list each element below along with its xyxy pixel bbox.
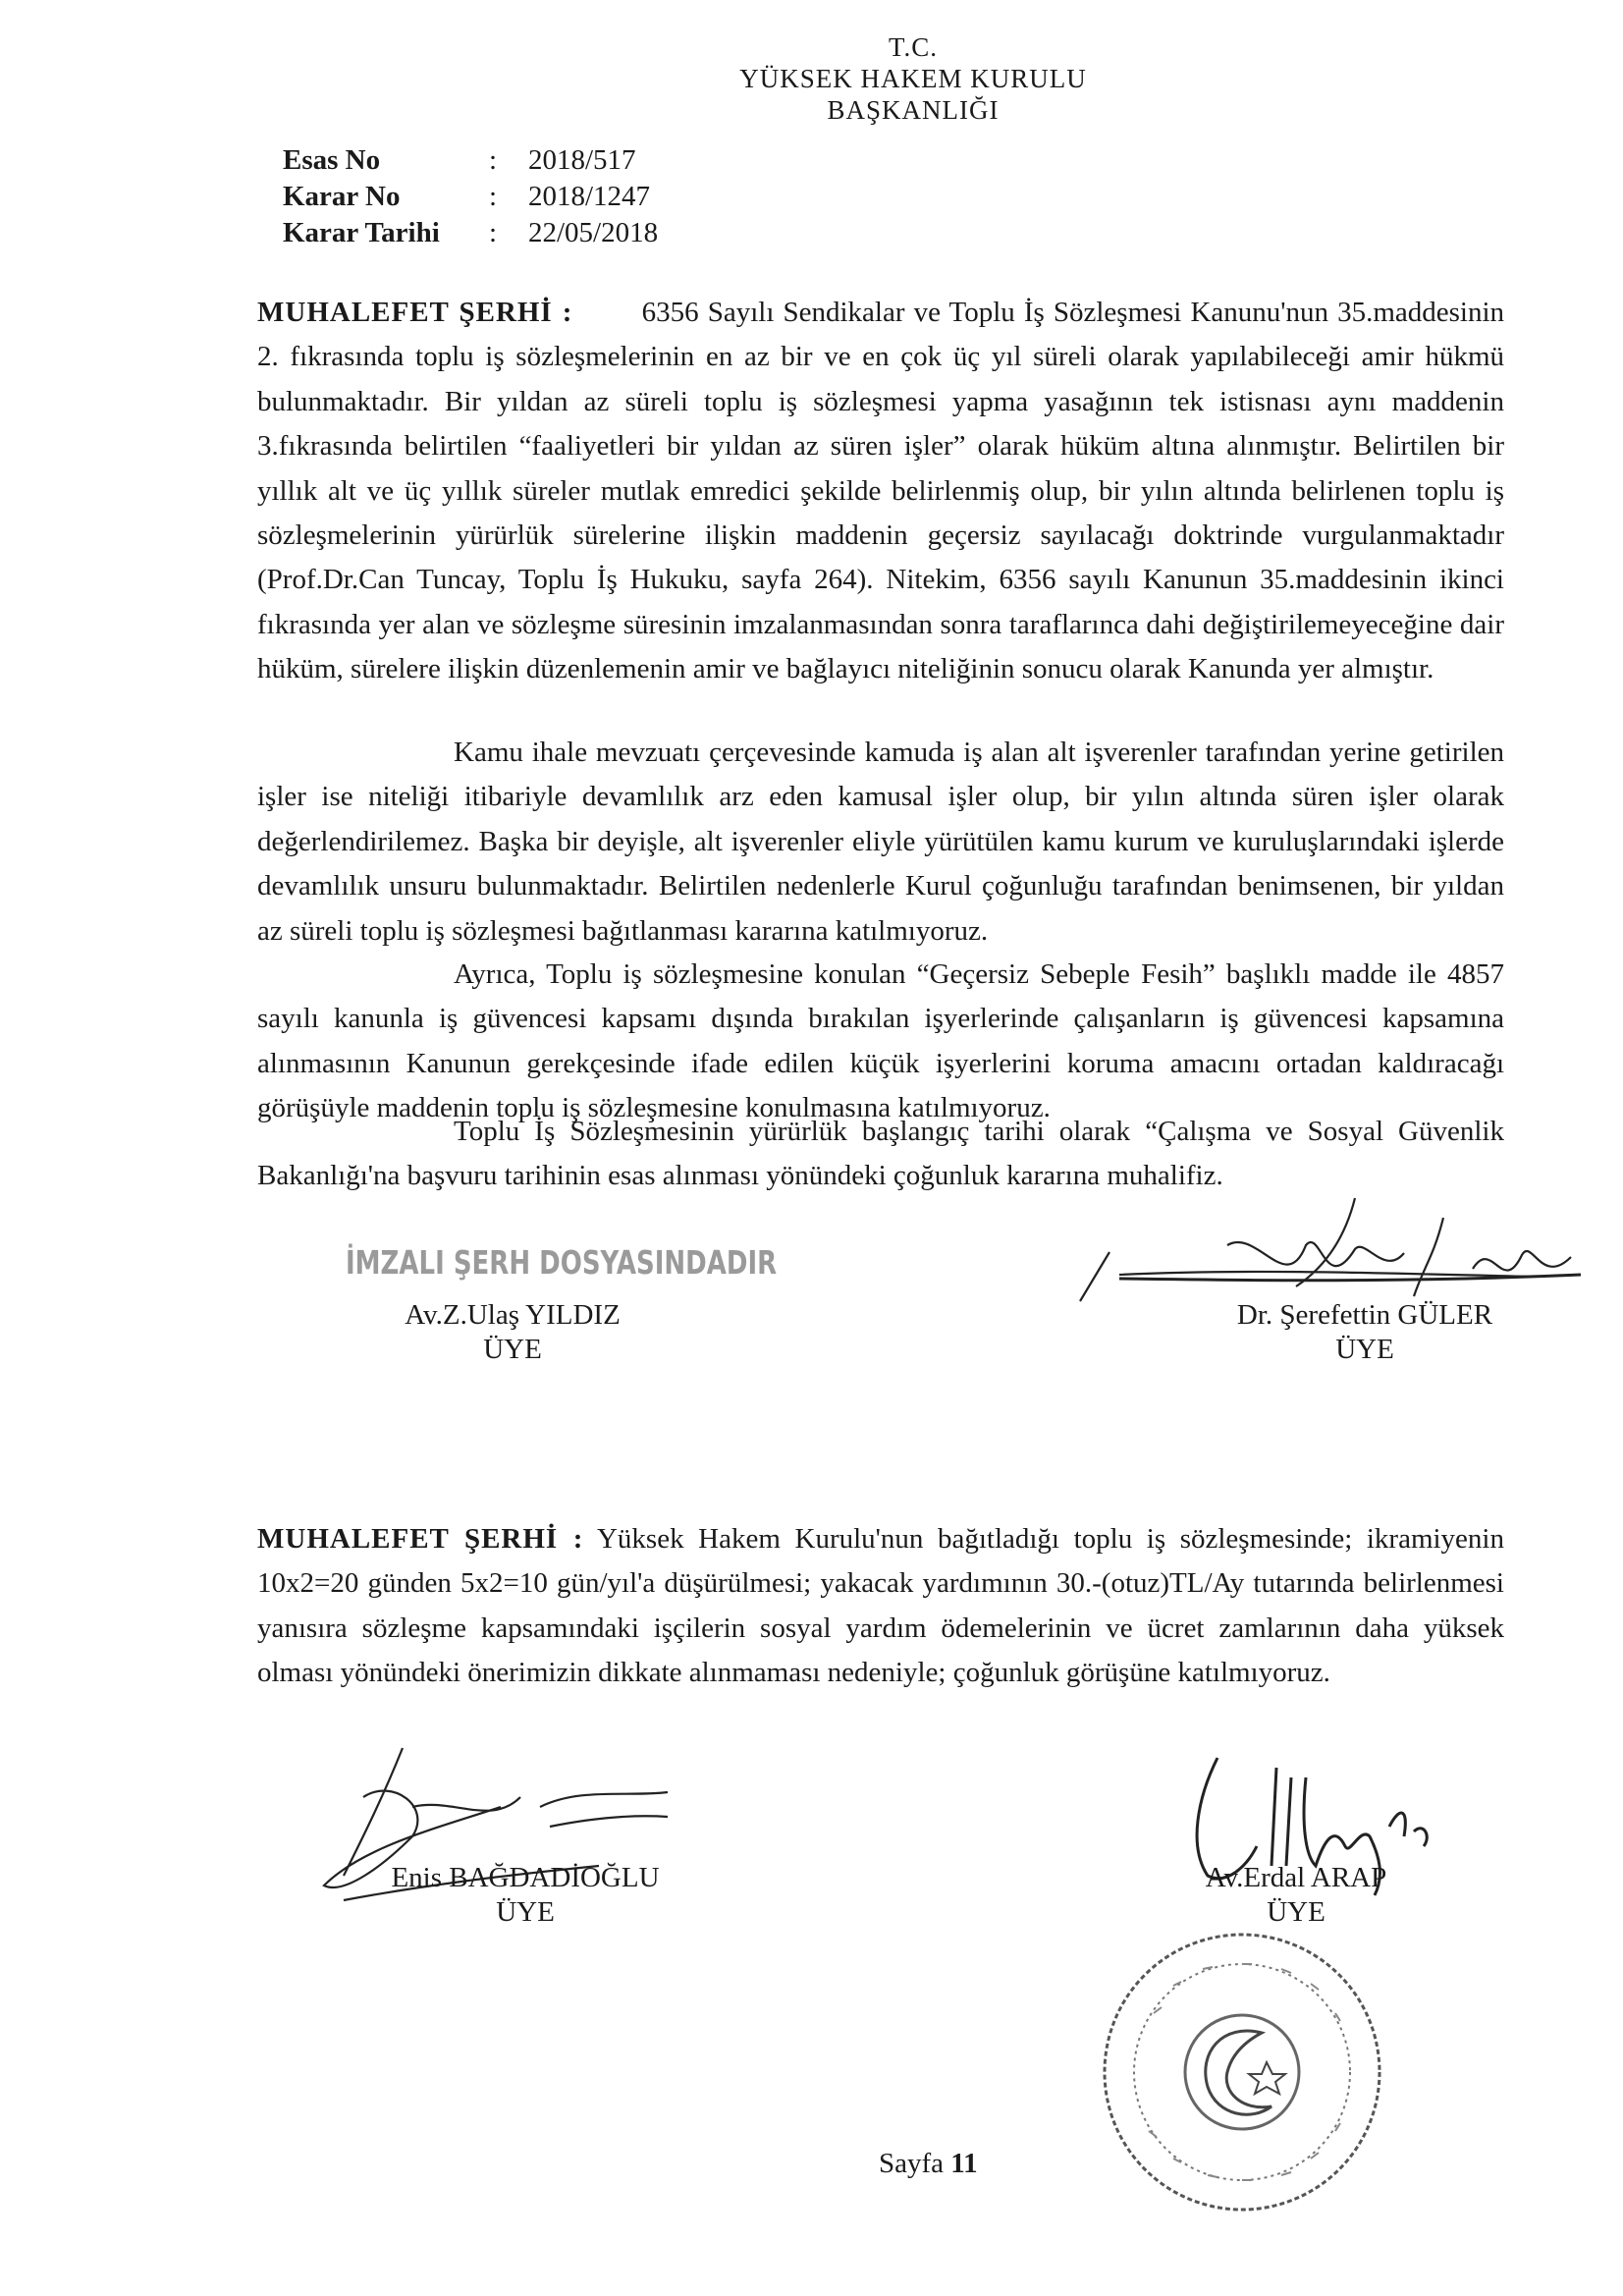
karar-value: 2018/1247 xyxy=(528,181,651,212)
institution-header xyxy=(589,31,1237,126)
signatory-bagdadioglu-role: ÜYE xyxy=(496,1896,555,1928)
esas-row xyxy=(283,142,658,179)
dissent1-heading: MUHALEFET ŞERHİ : xyxy=(257,297,573,328)
signatory-bagdadioglu xyxy=(363,1861,687,1930)
signed-copy-stamp: İMZALI ŞERH DOSYASINDADIR xyxy=(346,1245,778,1283)
official-seal-icon xyxy=(1095,1925,1389,2219)
signatory-arap-role: ÜYE xyxy=(1267,1896,1325,1928)
signatory-guler-name: Dr. Şerefettin GÜLER xyxy=(1236,1299,1493,1331)
header-line-tc: T.C. xyxy=(889,32,938,62)
karar-colon: : xyxy=(489,181,498,212)
dissent1-text4: Toplu İş Sözleşmesinin yürürlük başlangıç tarihi olarak “Çalışma ve Sosyal Güvenlik Bakanlığı'na başvuru tarihinin esas alınması yönündeki çoğunluk kararına muhalifiz. xyxy=(257,1116,1504,1192)
page-label: Sayfa xyxy=(879,2148,945,2179)
dissent1-paragraph1 xyxy=(257,291,1504,692)
header-line-institution: YÜKSEK HAKEM KURULU xyxy=(739,64,1087,93)
signatory-bagdadioglu-name: Enis BAĞDADİOĞLU xyxy=(391,1862,660,1893)
signatory-guler xyxy=(1198,1298,1532,1367)
case-meta xyxy=(283,142,658,251)
esas-colon: : xyxy=(489,144,498,176)
page-number: 11 xyxy=(950,2148,978,2179)
signatory-yildiz-name: Av.Z.Ulaş YILDIZ xyxy=(405,1299,621,1331)
dissent2-heading: MUHALEFET ŞERHİ : xyxy=(257,1523,584,1555)
dissent1-text1: 6356 Sayılı Sendikalar ve Toplu İş Sözleşmesi Kanunu'nun 35.maddesinin 2. fıkrasında toplu iş sözleşmelerinin en az bir ve en çok üç yıl süreli olarak yapılabileceği amir hükmü bulunmaktadır. Bir yıldan az süreli toplu iş sözleşmesi yapma yasağının tek istisnası aynı maddenin 3.fıkrasında belirtilen “faaliyetleri bir yıldan az süren işler” olarak hüküm altına alınmıştır. Belirtilen bir yıllık alt ve üç yıllık süreler mutlak emredici şekilde belirlenmiş olup, bir yılın altında belirlenen toplu iş sözleşmelerinin yürürlük sürelerine ilişkin maddenin geçersiz sayılacağı doktrinde vurgulanmaktadır (Prof.Dr.Can Tuncay, Toplu İş Hukuku, sayfa 264). Nitekim, 6356 sayılı Kanunun 35.maddesinin ikinci fıkrasında yer alan ve sözleşme süresinin imzalanmasından sonra taraflarınca dahi değiştirilemeyeceğine dair hüküm, sürelere ilişkin düzenlemenin amir ve bağlayıcı niteliğinin sonucu olarak Kanunda yer almıştır. xyxy=(257,297,1505,685)
page-footer xyxy=(879,2148,978,2180)
dissent1-paragraph3: Ayrıca, Toplu iş sözleşmesine konulan “Geçersiz Sebeple Fesih” başlıklı madde ile 4857 sayılı kanunla iş güvencesi kapsamı dışında bırakılan işyerlerinde çalışanların iş güvencesi kapsamına alınmasının Kanunun gerekçesinde ifade edilen küçük işyerlerini koruma amacını ortadan kaldıracağı görüşüyle maddenin toplu iş sözleşmesine konulmasına katılmıyoruz. xyxy=(257,958,1504,1124)
dissent2-paragraph xyxy=(257,1517,1504,1696)
signatory-arap xyxy=(1168,1861,1424,1930)
dissent2-text: Yüksek Hakem Kurulu'nun bağıtladığı toplu iş sözleşmesinde; ikramiyenin 10x2=20 günden 5x2=10 gün/yıl'a düşürülmesi; yakacak yardımının 30.-(otuz)TL/Ay tutarında belirlenmesi yanısıra sözleşme kapsamındaki işçilerin sosyal yardım ödemelerinin ve ücret zamlarının daha yüksek olması yönündeki önerimizin dikkate alınmaması nedeniyle; çoğunluk görüşüne katılmıyoruz. xyxy=(257,1523,1504,1689)
esas-value: 2018/517 xyxy=(528,144,636,176)
karar-label: Karar No xyxy=(283,181,401,212)
signatory-guler-role: ÜYE xyxy=(1335,1334,1394,1365)
signatory-yildiz-role: ÜYE xyxy=(483,1334,542,1365)
header-line-presidency: BAŞKANLIĞI xyxy=(827,95,1000,125)
dissent1-paragraph2: Kamu ihale mevzuatı çerçevesinde kamuda iş alan alt işverenler tarafından yerine getirilen işler ise niteliği itibariyle devamlılık arz eden kamusal işler olup, bir yılın altında süren işler olarak değerlendirilemez. Başka bir deyişle, alt işverenler eliyle yürütülen kamu kurum ve kuruluşlarındaki işlerde devamlılık unsuru bulunmaktadır. Belirtilen nedenlerle Kurul çoğunluğu tarafından benimsenen, bir yıldan az süreli toplu iş sözleşmesi bağıtlanması kararına katılmıyoruz. xyxy=(257,737,1504,947)
signature-guler xyxy=(1060,1159,1600,1316)
tarih-label: Karar Tarihi xyxy=(283,217,440,248)
tarih-value: 22/05/2018 xyxy=(528,217,659,248)
signatory-yildiz xyxy=(365,1298,660,1367)
signatory-arap-name: Av.Erdal ARAP xyxy=(1205,1862,1387,1893)
tarih-colon: : xyxy=(489,217,498,248)
esas-label: Esas No xyxy=(283,144,381,176)
karar-row xyxy=(283,179,658,215)
tarih-row xyxy=(283,215,658,251)
